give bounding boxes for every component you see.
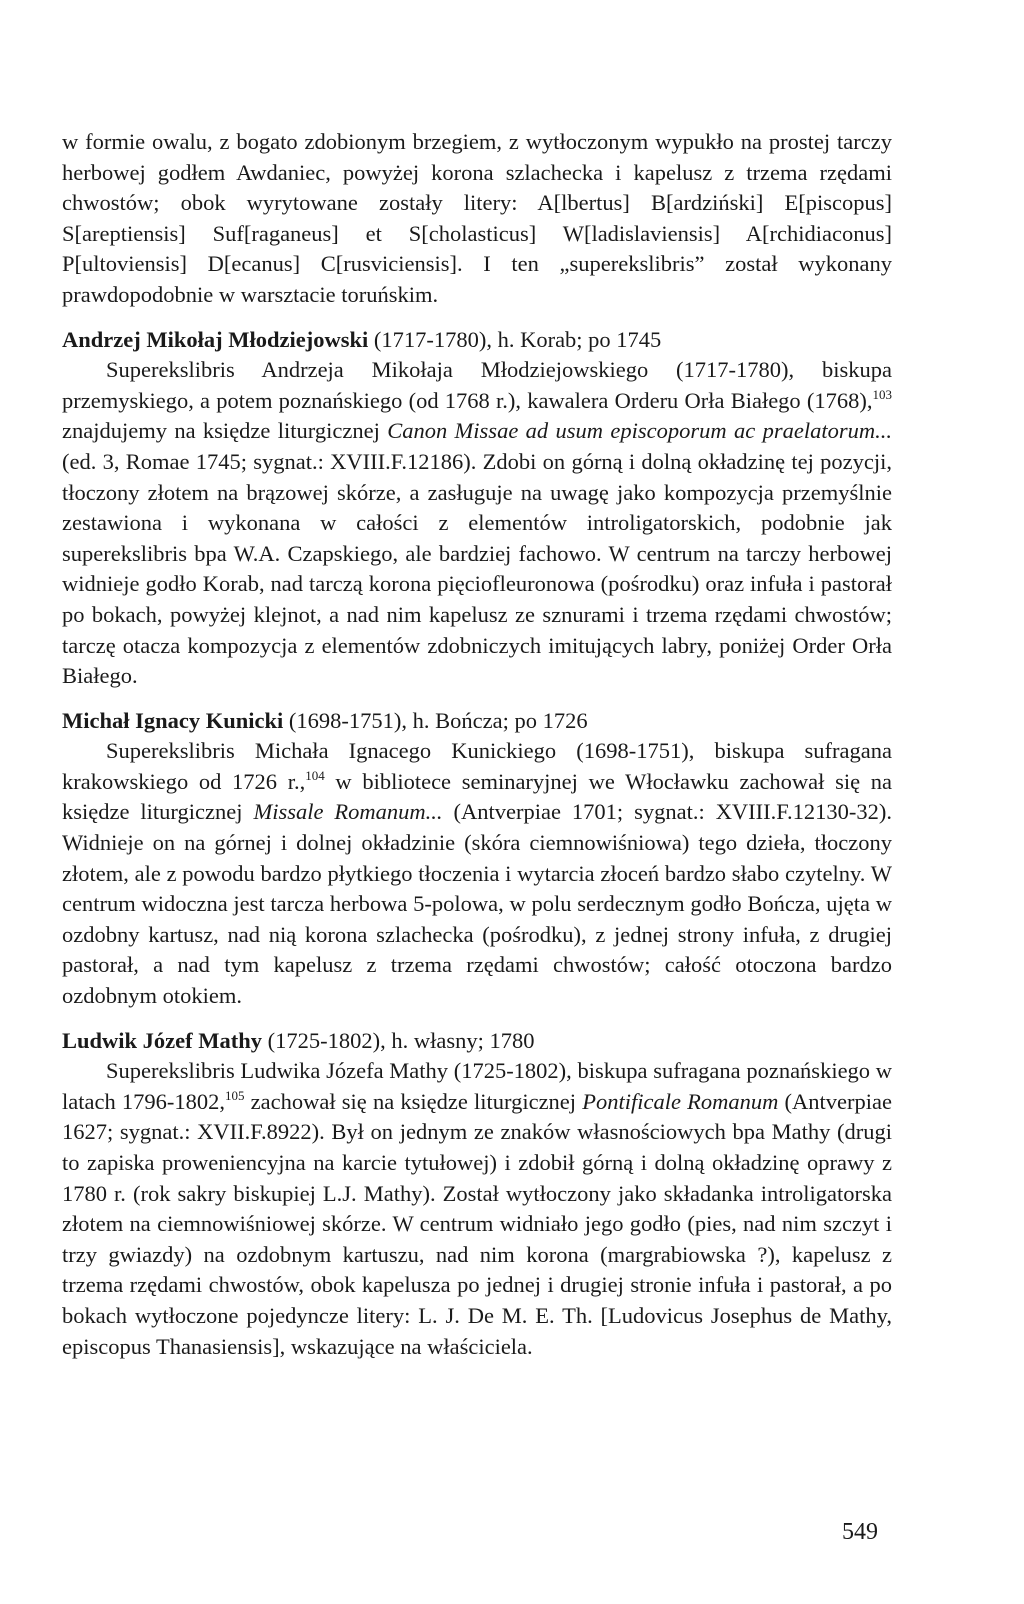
- entry-text: znajdujemy na księdze liturgicznej: [62, 418, 388, 444]
- entry-heading-mathy: [62, 1026, 892, 1057]
- entry-text: Superekslibris Ludwika Józefa Mathy (1725-1802), biskupa sufragana poznańskiego w latach 1796-1802,: [62, 1058, 892, 1114]
- footnote-ref: 104: [305, 767, 325, 783]
- page-number: 549: [842, 1519, 878, 1545]
- entry-heading-mlodziejowski: [62, 325, 892, 356]
- entry-text: (Antverpiae 1701; sygnat.: XVIII.F.12130-32). Widnieje on na górnej i dolnej okładzinie (skóra ciemnowiśniowa) tego dzieła, tłoczony złotem, ale z powodu bardzo płytkiego tłoczenia i wytarcia złoceń bardzo słabo czytelny. W centrum widoczna jest tarcza herbowa 5-polowa, w polu serdecznym godło Bończa, ujęta w ozdobny kartusz, nad nią korona szlachecka (pośrodku), z jednej strony infuła, z drugiej pastorał, a nad tym kapelusz z trzema rzędami chwostów; całość otoczona bardzo ozdobnym otokiem.: [62, 799, 892, 1009]
- entry-name: Andrzej Mikołaj Młodziejowski: [62, 326, 369, 352]
- entry-name: Ludwik Józef Mathy: [62, 1027, 263, 1053]
- footnote-ref: 105: [225, 1087, 245, 1103]
- entry-body-kunicki: [62, 736, 892, 1011]
- entry-heading-kunicki: [62, 706, 892, 737]
- intro-paragraph: w formie owalu, z bogato zdobionym brzegiem, z wytłoczonym wypukło na prostej tarczy herbowej godłem Awdaniec, powyżej korona szlachecka i kapelusz z trzema rzędami chwostów; obok wyrytowane zostały litery: A[lbertus] B[ardziński] E[piscopus] S[areptiensis] Suf[raganeus] et S[cholasticus] W[ladislaviensis] A[rchidiaconus] P[ultoviensis] D[ecanus] C[rusviciensis]. I ten „superekslibris” został wykonany prawdopodobnie w warsztacie toruńskim.: [62, 129, 892, 307]
- entry-text: Superekslibris Andrzeja Mikołaja Młodziejowskiego (1717-1780), biskupa przemyskiego, a potem poznańskiego (od 1768 r.), kawalera Orderu Orła Białego (1768),: [62, 357, 892, 413]
- book-title: Canon Missae ad usum episcoporum ac praelatorum...: [387, 418, 892, 444]
- entry-text: w bibliotece seminaryjnej we Włocławku zachował się na księdze liturgicznej: [62, 768, 892, 825]
- entry-body-mathy: [62, 1056, 892, 1362]
- footnote-ref: 103: [872, 386, 892, 402]
- entry-text: zachował się na księdze liturgicznej: [244, 1088, 583, 1114]
- entry-text: Superekslibris Michała Ignacego Kunickiego (1698-1751), biskupa sufragana krakowskiego od 1726 r.,: [62, 738, 892, 794]
- page-body: [62, 127, 892, 1362]
- book-title: Pontificale Romanum: [582, 1088, 779, 1114]
- entry-body-mlodziejowski: [62, 355, 892, 692]
- entry-details: (1698-1751), h. Bończa; po 1726: [283, 707, 588, 733]
- entry-text: (ed. 3, Romae 1745; sygnat.: XVIII.F.12186). Zdobi on górną i dolną okładzinę tej pozycji, tłoczony złotem na brązowej skórze, a zasługuje na uwagę jako kompozycja przemyślnie zestawiona i wykonana w całości z elementów introligatorskich, podobnie jak superekslibris bpa W.A. Czapskiego, ale bardziej fachowo. W centrum na tarczy herbowej widnieje godło Korab, nad tarczą korona pięciofleuronowa (pośrodku) oraz infuła i pastorał po bokach, powyżej klejnot, a nad nim kapelusz ze sznurami i trzema rzędami chwostów; tarczę otacza kompozycja z elementów zdobniczych imitujących labry, poniżej Order Orła Białego.: [62, 448, 892, 689]
- entry-name: Michał Ignacy Kunicki: [62, 707, 284, 733]
- entry-details: (1717-1780), h. Korab; po 1745: [368, 326, 662, 352]
- entry-details: (1725-1802), h. własny; 1780: [262, 1027, 535, 1053]
- entry-text: (Antverpiae 1627; sygnat.: XVII.F.8922). Był on jednym ze znaków własnościowych bpa Mathy (drugi to zapiska proweniencyjna na karcie tytułowej) i zdobił górną i dolną okładzinę oprawy z 1780 r. (rok sakry biskupiej L.J. Mathy). Został wytłoczony jako składanka introligatorska złotem na ciemnowiśniowej skórze. W centrum widniało jego godło (pies, nad nim szczyt i trzy gwiazdy) na ozdobnym kartuszu, nad nim korona (margrabiowska ?), kapelusz z trzema rzędami chwostów, obok kapelusza po jednej i drugiej stronie infuła i pastorał, a po bokach wytłoczone pojedyncze litery: L. J. De M. E. Th. [Ludovicus Josephus de Mathy, episcopus Thanasiensis], wskazujące na właściciela.: [62, 1088, 892, 1359]
- book-title: Missale Romanum...: [253, 799, 443, 825]
